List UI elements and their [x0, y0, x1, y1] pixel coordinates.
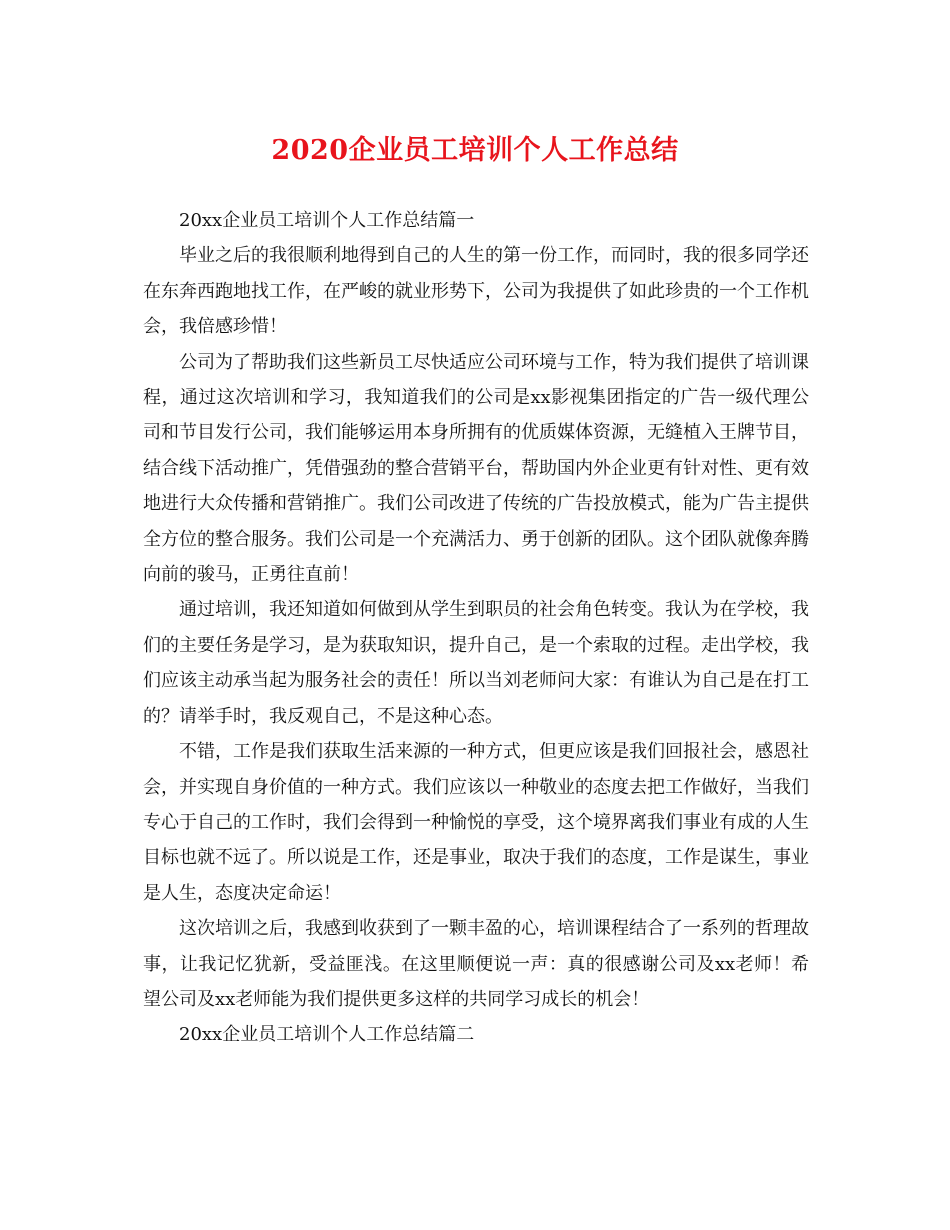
- section-heading-2: 20xx企业员工培训个人工作总结篇二: [179, 1024, 475, 1046]
- document-title: 2020企业员工培训个人工作总结: [271, 135, 679, 166]
- paragraph: 毕业之后的我很顺利地得到自己的人生的第一份工作，而同时，我的很多同学还在东奔西跑地找工作，在严峻的就业形势下，公司为我提供了如此珍贵的一个工作机会，我倍感珍惜！: [143, 245, 809, 338]
- paragraph: 公司为了帮助我们这些新员工尽快适应公司环境与工作，特为我们提供了培训课程，通过这次培训和学习，我知道我们的公司是xx影视集团指定的广告一级代理公司和节目发行公司，我们能够运用本身所拥有的优质媒体资源，无缝植入王牌节目，结合线下活动推广，凭借强劲的整合营销平台，帮助国内外企业更有针对性、更有效地进行大众传播和营销推广。我们公司改进了传统的广告投放模式，能为广告主提供全方位的整合服务。我们公司是一个充满活力、勇于创新的团队。这个团队就像奔腾向前的骏马，正勇往直前！: [143, 351, 809, 586]
- document-body: [143, 203, 809, 1053]
- paragraph: 这次培训之后，我感到收获到了一颗丰盈的心，培训课程结合了一系列的哲理故事，让我记忆犹新，受益匪浅。在这里顺便说一声：真的很感谢公司及xx老师！希望公司及xx老师能为我们提供更多这样的共同学习成长的机会！: [143, 918, 809, 1010]
- section-heading-1: 20xx企业员工培训个人工作总结篇一: [179, 210, 475, 231]
- paragraph: 不错，工作是我们获取生活来源的一种方式，但更应该是我们回报社会，感恩社会，并实现自身价值的一种方式。我们应该以一种敬业的态度去把工作做好，当我们专心于自己的工作时，我们会得到一种愉悦的享受，这个境界离我们事业有成的人生目标也就不远了。所以说是工作，还是事业，取决于我们的态度，工作是谋生，事业是人生，态度决定命运！: [143, 741, 809, 904]
- paragraph: 通过培训，我还知道如何做到从学生到职员的社会角色转变。我认为在学校，我们的主要任务是学习，是为获取知识，提升自己，是一个索取的过程。走出学校，我们应该主动承当起为服务社会的责任！所以当刘老师问大家：有谁认为自己是在打工的？请举手时，我反观自己，不是这种心态。: [143, 599, 809, 727]
